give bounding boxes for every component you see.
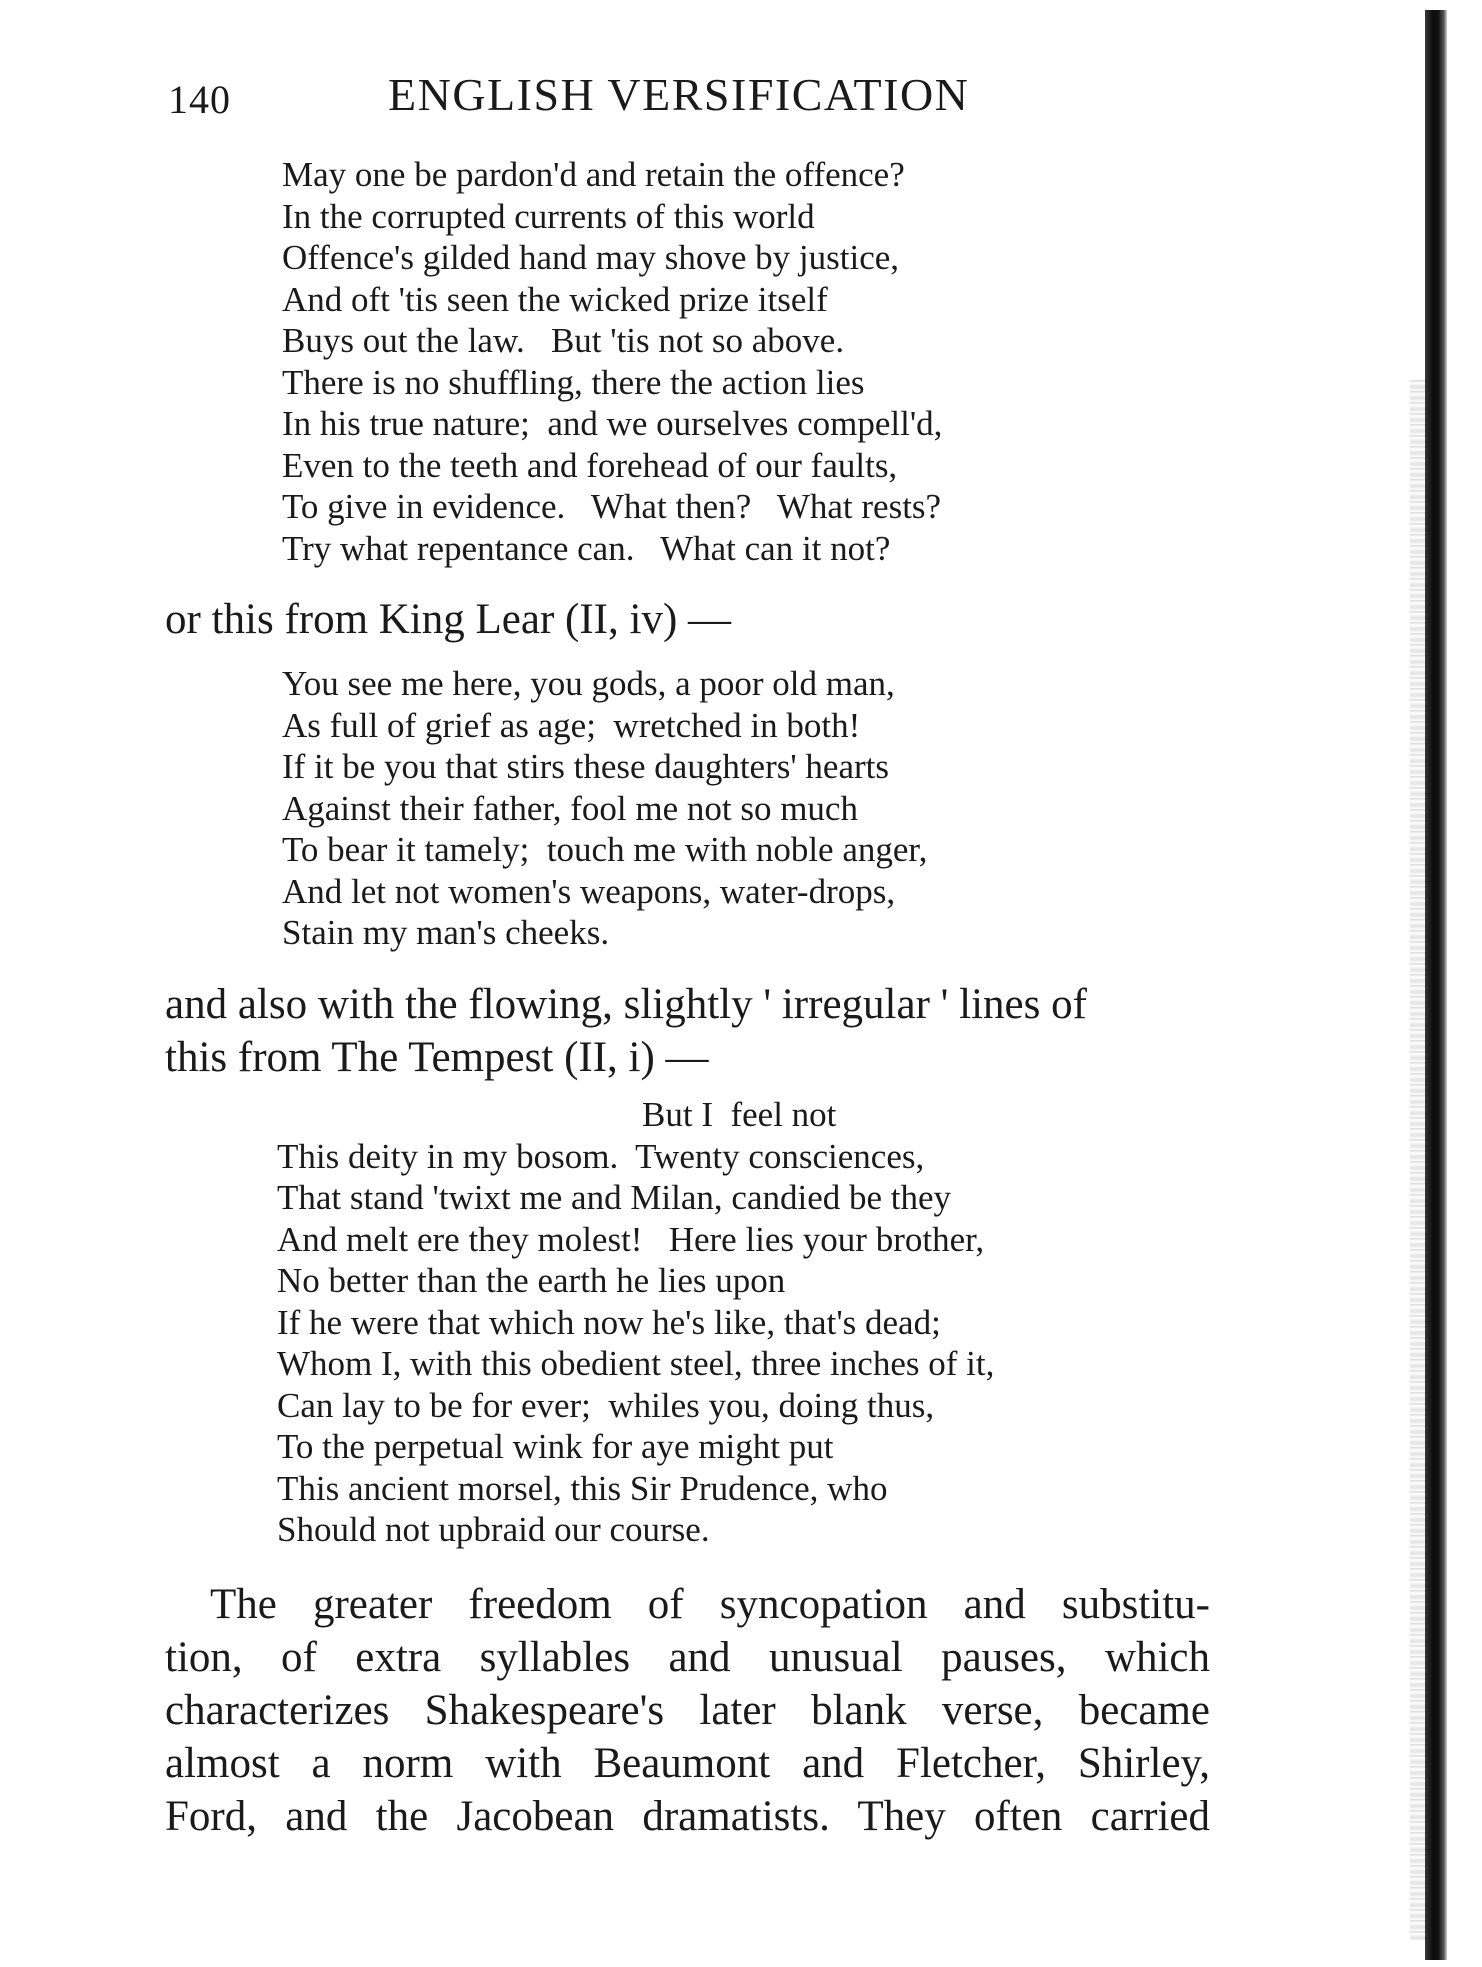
prose-line: The greater freedom of syncopation and substitu- xyxy=(210,1581,1210,1628)
verse-line: And melt ere they molest! Here lies your brother, xyxy=(277,1219,985,1259)
verse-line: Whom I, with this obedient steel, three inches of it, xyxy=(277,1344,995,1383)
prose-line: this from The Tempest (II, i) — xyxy=(165,1034,709,1081)
verse-block-lear xyxy=(282,663,927,954)
verse-line: To bear it tamely; touch me with noble anger, xyxy=(282,830,928,869)
verse-line: No better than the earth he lies upon xyxy=(277,1261,786,1300)
verse-line: Buys out the law. But 'tis not so above. xyxy=(282,321,845,360)
prose-line: tion, of extra syllables and unusual pauses, which xyxy=(165,1634,1210,1681)
verse-line: As full of grief as age; wretched in both! xyxy=(282,705,861,745)
running-head xyxy=(168,68,1028,128)
closing-paragraph xyxy=(165,1578,1210,1843)
running-title: ENGLISH VERSIFICATION xyxy=(388,69,970,120)
verse-line: Should not upbraid our course. xyxy=(277,1510,710,1549)
verse-line: Can lay to be for ever; whiles you, doing thus, xyxy=(277,1385,935,1425)
prose-line: Ford, and the Jacobean dramatists. They often carried xyxy=(165,1793,1210,1840)
verse-line: This deity in my bosom. Twenty consciences, xyxy=(277,1136,925,1176)
verse-line: Try what repentance can. What can it not? xyxy=(282,528,891,568)
binding-shadow xyxy=(1410,380,1430,1940)
verse-block-hamlet xyxy=(282,154,942,569)
verse-line: To give in evidence. What then? What rests? xyxy=(282,487,942,526)
verse-block-tempest xyxy=(277,1094,994,1551)
verse-line: May one be pardon'd and retain the offence? xyxy=(282,155,905,194)
page-number: 140 xyxy=(168,77,231,122)
verse-line: In the corrupted currents of this world xyxy=(282,196,815,236)
verse-line: Offence's gilded hand may shove by justice, xyxy=(282,238,900,277)
verse-line: If he were that which now he's like, that's dead; xyxy=(277,1302,941,1342)
verse-line: If it be you that stirs these daughters' hearts xyxy=(282,747,889,786)
prose-line: and also with the flowing, slightly ' irregular ' lines of xyxy=(165,981,1087,1028)
verse-line: To the perpetual wink for aye might put xyxy=(277,1427,834,1466)
verse-line: But I feel not xyxy=(642,1095,837,1134)
verse-line: This ancient morsel, this Sir Prudence, who xyxy=(277,1468,888,1508)
verse-line: Stain my man's cheeks. xyxy=(282,913,610,952)
intro-tempest xyxy=(165,978,1205,1084)
prose-line: almost a norm with Beaumont and Fletcher, Shirley, xyxy=(165,1740,1210,1787)
verse-line: And oft 'tis seen the wicked prize itself xyxy=(282,279,828,319)
verse-line: There is no shuffling, there the action lies xyxy=(282,362,865,402)
verse-line: And let not women's weapons, water-drops, xyxy=(282,871,896,911)
verse-line: That stand 'twixt me and Milan, candied be they xyxy=(277,1178,952,1217)
prose-line: characterizes Shakespeare's later blank verse, became xyxy=(165,1687,1210,1734)
verse-line: In his true nature; and we ourselves compell'd, xyxy=(282,404,943,443)
verse-line: Against their father, fool me not so much xyxy=(282,788,858,828)
verse-line: You see me here, you gods, a poor old man, xyxy=(282,664,895,703)
prose-line: or this from King Lear (II, iv) — xyxy=(165,596,732,643)
verse-line: Even to the teeth and forehead of our faults, xyxy=(282,445,898,485)
intro-lear xyxy=(165,593,1205,646)
